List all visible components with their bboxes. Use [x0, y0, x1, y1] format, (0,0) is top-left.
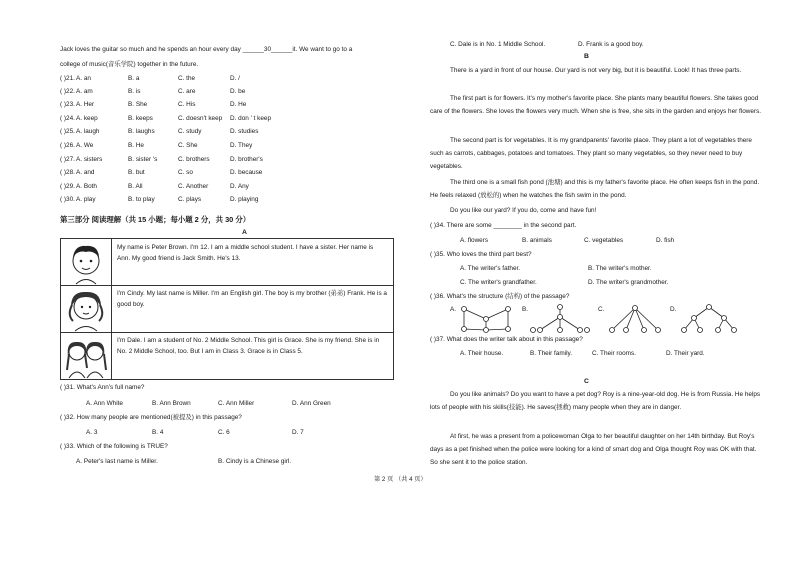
q34-option-b: B. animals [522, 237, 552, 244]
profile-dale [61, 332, 393, 379]
option-b: B. laughs [128, 128, 155, 135]
q32-stem: ( )32. How many people are mentioned(被提及) in this passage? [60, 414, 242, 421]
option-d: D. He [230, 101, 247, 108]
structure-tree-b-image [530, 303, 590, 335]
option-b: B. sister 's [128, 156, 158, 163]
q35-option-a: A. The writer's father. [460, 265, 521, 272]
structure-tree-d-image [678, 303, 740, 335]
option-a: A. keep [76, 115, 98, 122]
q36-option-d: D. [670, 306, 677, 313]
cloze-q22 [60, 88, 390, 98]
question-number: ( )28. [60, 169, 75, 176]
option-a: A. Both [76, 183, 97, 190]
passage-b-label: B [584, 53, 589, 60]
q36-option-c: C. [598, 306, 605, 313]
option-d: D. don ' t keep [230, 115, 272, 122]
option-c: C. are [178, 88, 196, 95]
girls-portrait-image [61, 332, 112, 379]
option-d: D. Any [230, 183, 249, 190]
question-number: ( )24. [60, 115, 75, 122]
option-a: A. We [76, 142, 94, 149]
option-a: A. and [76, 169, 95, 176]
q32-option-b: B. 4 [152, 429, 164, 436]
girl-portrait-image [61, 285, 112, 332]
option-c: C. Another [178, 183, 209, 190]
cloze-intro-line2: college of music(音乐学院) together in the future. [60, 61, 199, 68]
option-a: A. laugh [76, 128, 100, 135]
option-c: C. She [178, 142, 198, 149]
q36-stem: ( )36. What's the structure (结构) of the passage? [430, 293, 570, 300]
question-number: ( )21. [60, 75, 75, 82]
q36-option-b: B. [522, 306, 529, 313]
passage-b-paragraph-4: The third one is a small fish pond (池塘) and this is my father's favorite place. He often keeps fish in the pond. He feels relaxed (放松的) when he watches the fish swim in the pond. [430, 179, 760, 200]
cloze-q27 [60, 156, 390, 166]
question-number: ( )23. [60, 101, 75, 108]
option-d: D. They [230, 142, 253, 149]
question-number: ( )26. [60, 142, 75, 149]
cloze-q28 [60, 169, 390, 179]
q35-option-b: B. The writer's mother. [588, 265, 652, 272]
passage-c-paragraph-2: At first, he was a present from a policewoman Olga to her beautiful daughter on her 14th birthday. But Roy's days as a pet finished when the police were looking for a kind of smart dog and Olga thought Roy was OK with that. So she sent it to the police station. [430, 433, 757, 467]
option-c: C. brothers [178, 156, 210, 163]
q37-option-d: D. Their yard. [666, 350, 705, 357]
passage-b-paragraph-2: The first part is for flowers. It's my mother's favorite place. She plants many beautiful flowers. She takes good care of the flowers. She loves the flowers very much. When she is free, she sits in the garden and enjoys her flowers. [430, 95, 762, 116]
option-d: D. playing [230, 196, 259, 203]
profile-cindy [61, 285, 393, 333]
q37-stem: ( )37. What does the writer talk about in this passage? [430, 336, 583, 343]
structure-tree-c-image [606, 303, 664, 335]
profile-text: My name is Peter Brown. I'm 12. I am a middle school student. I have a sister. Her name is Ann. My good friend is Jack Smith. He's 13. [117, 244, 374, 262]
q31-option-a: A. Ann White [86, 400, 123, 407]
option-d: D. because [230, 169, 263, 176]
cloze-q25 [60, 128, 390, 138]
question-number: ( )27. [60, 156, 75, 163]
profile-peter [61, 239, 393, 286]
structure-tree-a-image [458, 303, 514, 335]
question-number: ( )25. [60, 128, 75, 135]
q37-option-c: C. Their rooms. [592, 350, 636, 357]
q33-option-d: D. Frank is a good boy. [578, 41, 644, 48]
option-b: B. He [128, 142, 144, 149]
question-number: ( )22. [60, 88, 75, 95]
option-c: C. plays [178, 196, 202, 203]
cloze-q30 [60, 196, 390, 206]
q31-option-d: D. Ann Green [292, 400, 331, 407]
profile-text: I'm Dale. I am a student of No. 2 Middle School. This girl is Grace. She is my friend. She is in No. 2 Middle School, too. But I am in Class 3. Grace is in Class 5. [117, 337, 380, 355]
q33-option-c: C. Dale is in No. 1 Middle School. [450, 41, 546, 48]
option-d: D. brother's [230, 156, 263, 163]
boy-portrait-image [61, 239, 112, 285]
passage-b-paragraph-3: The second part is for vegetables. It is my grandparents' favorite place. They plant a lot of vegetables there such as carrots, cabbages, potatoes and tomatoes. They plant so many vegetables, so they never need to buy vegetables. [430, 137, 752, 171]
question-number: ( )30. [60, 196, 75, 203]
q33-option-b: B. Cindy is a Chinese girl. [218, 458, 292, 465]
option-d: D. be [230, 88, 246, 95]
profile-text: I'm Cindy. My last name is Miller. I'm an English girl. The boy is my brother (弟弟) Frank. He is a good boy. [117, 290, 387, 308]
option-c: C. doesn't keep [178, 115, 223, 122]
cloze-q26 [60, 142, 390, 152]
q32-option-a: A. 3 [86, 429, 98, 436]
q35-option-d: D. The writer's grandmother. [588, 279, 669, 286]
q34-option-c: C. vegetables [584, 237, 624, 244]
q34-option-a: A. flowers [460, 237, 489, 244]
option-c: C. His [178, 101, 196, 108]
q36-option-a: A. [450, 306, 457, 313]
option-b: B. All [128, 183, 143, 190]
cloze-intro-line1: Jack loves the guitar so much and he spends an hour every day ______30______it. We want to go to a [60, 46, 353, 53]
option-a: A. am [76, 88, 93, 95]
q37-option-b: B. Their family. [530, 350, 573, 357]
q31-stem: ( )31. What's Ann's full name? [60, 384, 145, 391]
q32-option-d: D. 7 [292, 429, 304, 436]
option-a: A. sisters [76, 156, 103, 163]
option-b: B. is [128, 88, 141, 95]
option-c: C. the [178, 75, 196, 82]
q34-option-d: D. fish [656, 237, 675, 244]
cloze-q23 [60, 101, 390, 111]
option-d: D. studies [230, 128, 259, 135]
page-footer: 第 2 页 （共 4 页） [374, 476, 427, 483]
passage-b-paragraph-5: Do you like our yard? If you do, come and have fun! [450, 207, 597, 214]
option-b: B. a [128, 75, 140, 82]
q35-option-c: C. The writer's grandfather. [460, 279, 537, 286]
passage-a-label: A [242, 229, 247, 236]
passage-b-paragraph-1: There is a yard in front of our house. Our yard is not very big, but it is beautiful. Look! It has three parts. [450, 67, 742, 74]
cloze-q24 [60, 115, 390, 125]
option-a: A. an [76, 75, 91, 82]
q33-stem: ( )33. Which of the following is TRUE? [60, 443, 168, 450]
option-b: B. to play [128, 196, 155, 203]
option-b: B. but [128, 169, 145, 176]
q31-option-b: B. Ann Brown [152, 400, 191, 407]
option-b: B. keeps [128, 115, 153, 122]
q35-stem: ( )35. Who loves the third part best? [430, 251, 532, 258]
q34-stem: ( )34. There are some ________ in the second part. [430, 222, 577, 229]
passage-c-label: C [584, 378, 589, 385]
section3-title: 第三部分 阅读理解（共 15 小题；每小题 2 分，共 30 分） [60, 215, 251, 224]
profiles-table [60, 238, 394, 380]
option-d: D. / [230, 75, 240, 82]
option-c: C. study [178, 128, 202, 135]
option-a: A. Her [76, 101, 95, 108]
question-number: ( )29. [60, 183, 75, 190]
option-c: C. so [178, 169, 193, 176]
q33-option-a: A. Peter's last name is Miller. [76, 458, 158, 465]
q31-option-c: C. Ann Miller [218, 400, 255, 407]
q32-option-c: C. 6 [218, 429, 230, 436]
option-a: A. play [76, 196, 96, 203]
q37-option-a: A. Their house. [460, 350, 504, 357]
passage-c-paragraph-1: Do you like animals? Do you want to have a pet dog? Roy is a nine-year-old dog. He is from Russia. He helps lots of people with his skills(技能). He saves(拯救) many people when they are in danger. [430, 391, 761, 412]
option-b: B. She [128, 101, 148, 108]
cloze-q21 [60, 75, 390, 85]
cloze-q29 [60, 183, 390, 193]
